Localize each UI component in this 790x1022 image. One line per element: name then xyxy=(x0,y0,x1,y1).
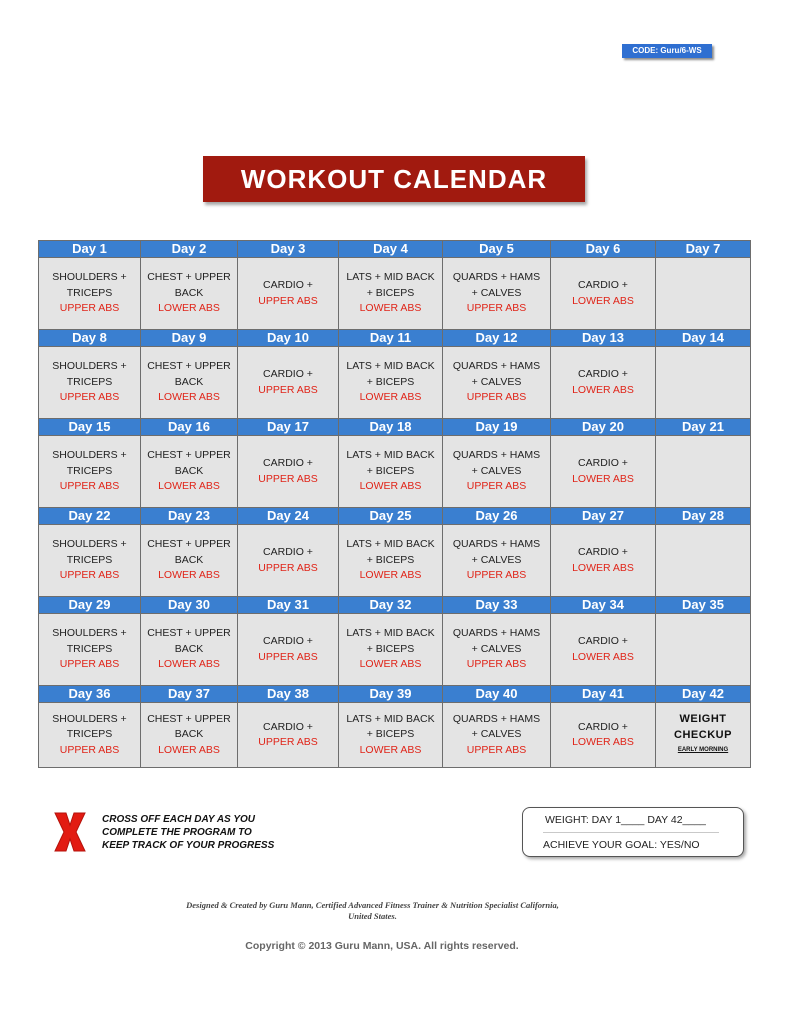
abs-workout: LOWER ABS xyxy=(572,383,634,396)
workout-cell[interactable] xyxy=(551,614,656,686)
weight-checkup-cell[interactable] xyxy=(656,703,751,768)
day-header: Day 7 xyxy=(656,241,751,258)
day-header: Day 33 xyxy=(443,597,551,614)
divider xyxy=(543,832,719,833)
workout-cell[interactable] xyxy=(141,614,238,686)
day-header: Day 30 xyxy=(141,597,238,614)
workout-line: BACK xyxy=(174,728,204,741)
day-header: Day 37 xyxy=(141,686,238,703)
workout-line: LATS + MID BACK xyxy=(346,271,435,284)
workout-line: CARDIO + xyxy=(263,635,313,647)
workout-cell[interactable] xyxy=(141,258,238,330)
workout-cell[interactable] xyxy=(141,436,238,508)
workout-calendar-table xyxy=(38,240,751,768)
workout-cell[interactable] xyxy=(238,703,339,768)
rest-day-cell[interactable] xyxy=(656,258,751,330)
workout-line: SHOULDERS + xyxy=(52,449,127,462)
workout-line: BACK xyxy=(174,464,204,477)
abs-workout: UPPER ABS xyxy=(258,472,318,485)
abs-workout: UPPER ABS xyxy=(59,569,120,582)
workout-cell[interactable] xyxy=(551,436,656,508)
day-header: Day 18 xyxy=(339,419,443,436)
workout-line: BACK xyxy=(174,642,204,655)
checkup-line: CHECKUP xyxy=(674,729,732,742)
workout-line: CARDIO + xyxy=(263,546,313,558)
day-header: Day 22 xyxy=(39,508,141,525)
page-title: WORKOUT CALENDAR xyxy=(203,156,585,202)
abs-workout: UPPER ABS xyxy=(466,658,527,671)
abs-workout: LOWER ABS xyxy=(359,480,422,493)
abs-workout: UPPER ABS xyxy=(59,391,120,404)
abs-workout: UPPER ABS xyxy=(258,383,318,396)
day-header: Day 8 xyxy=(39,330,141,347)
day-header: Day 29 xyxy=(39,597,141,614)
workout-line: CHEST + UPPER xyxy=(147,271,231,284)
workout-line: CARDIO + xyxy=(578,635,628,647)
workout-cell[interactable] xyxy=(551,347,656,419)
day-header: Day 20 xyxy=(551,419,656,436)
cross-off-line: COMPLETE THE PROGRAM TO xyxy=(102,827,252,838)
workout-line: + CALVES xyxy=(471,728,522,741)
workout-line: SHOULDERS + xyxy=(52,712,127,725)
day-header: Day 4 xyxy=(339,241,443,258)
workout-line: + CALVES xyxy=(471,642,522,655)
day-header: Day 25 xyxy=(339,508,443,525)
workout-cell[interactable] xyxy=(339,703,443,768)
day-header: Day 38 xyxy=(238,686,339,703)
abs-workout: LOWER ABS xyxy=(572,650,634,663)
workout-cell[interactable] xyxy=(39,436,141,508)
cross-off-x-icon xyxy=(52,810,88,854)
workout-line: + BICEPS xyxy=(366,642,415,655)
abs-workout: UPPER ABS xyxy=(59,480,120,493)
workout-line: + BICEPS xyxy=(366,286,415,299)
workout-line: TRICEPS xyxy=(66,286,113,299)
designer-credit xyxy=(140,900,605,922)
workout-cell[interactable] xyxy=(339,258,443,330)
workout-cell[interactable] xyxy=(141,525,238,597)
abs-workout: LOWER ABS xyxy=(572,736,634,748)
workout-line: + BICEPS xyxy=(366,464,415,477)
workout-cell[interactable] xyxy=(443,436,551,508)
abs-workout: UPPER ABS xyxy=(466,302,527,315)
abs-workout: LOWER ABS xyxy=(158,569,220,582)
day-header: Day 16 xyxy=(141,419,238,436)
rest-day-cell[interactable] xyxy=(656,436,751,508)
workout-cell[interactable] xyxy=(238,436,339,508)
workout-cell[interactable] xyxy=(339,436,443,508)
workout-line: CARDIO + xyxy=(263,279,313,291)
workout-cell[interactable] xyxy=(443,525,551,597)
day-header: Day 6 xyxy=(551,241,656,258)
workout-line: + CALVES xyxy=(471,464,522,477)
workout-line: LATS + MID BACK xyxy=(346,360,435,373)
workout-cell[interactable] xyxy=(443,347,551,419)
workout-line: LATS + MID BACK xyxy=(346,627,435,640)
workout-line: SHOULDERS + xyxy=(52,627,127,640)
day-header: Day 40 xyxy=(443,686,551,703)
workout-cell[interactable] xyxy=(39,258,141,330)
workout-cell[interactable] xyxy=(238,347,339,419)
day-header: Day 24 xyxy=(238,508,339,525)
day-header: Day 34 xyxy=(551,597,656,614)
workout-cell[interactable] xyxy=(443,258,551,330)
day-header: Day 41 xyxy=(551,686,656,703)
weight-tracker-box xyxy=(522,807,744,857)
abs-workout: LOWER ABS xyxy=(359,569,422,582)
day-header: Day 14 xyxy=(656,330,751,347)
workout-line: + CALVES xyxy=(471,375,522,388)
abs-workout: LOWER ABS xyxy=(572,294,634,307)
day-header: Day 17 xyxy=(238,419,339,436)
workout-line: LATS + MID BACK xyxy=(346,712,435,725)
rest-day-cell[interactable] xyxy=(656,525,751,597)
abs-workout: LOWER ABS xyxy=(158,391,220,404)
workout-line: CARDIO + xyxy=(578,720,628,733)
workout-cell[interactable] xyxy=(39,347,141,419)
workout-line: QUARDS + HAMS xyxy=(452,449,541,462)
cross-off-instructions xyxy=(102,813,302,852)
workout-line: SHOULDERS + xyxy=(52,360,127,373)
abs-workout: UPPER ABS xyxy=(258,736,318,748)
workout-line: CHEST + UPPER xyxy=(147,627,231,640)
workout-line: LATS + MID BACK xyxy=(346,449,435,462)
day-header: Day 15 xyxy=(39,419,141,436)
checkup-subtitle: EARLY MORNING xyxy=(677,747,729,754)
abs-workout: UPPER ABS xyxy=(59,658,120,671)
day-header: Day 2 xyxy=(141,241,238,258)
workout-line: CARDIO + xyxy=(263,457,313,469)
day-header: Day 32 xyxy=(339,597,443,614)
workout-line: CARDIO + xyxy=(578,368,628,380)
workout-cell[interactable] xyxy=(443,703,551,768)
cross-off-line: CROSS OFF EACH DAY AS YOU xyxy=(102,814,255,825)
workout-cell[interactable] xyxy=(551,703,656,768)
day-header: Day 27 xyxy=(551,508,656,525)
day-header: Day 19 xyxy=(443,419,551,436)
workout-line: BACK xyxy=(174,375,204,388)
workout-line: QUARDS + HAMS xyxy=(452,627,541,640)
workout-line: LATS + MID BACK xyxy=(346,538,435,551)
abs-workout: UPPER ABS xyxy=(258,650,318,663)
workout-line: CARDIO + xyxy=(578,546,628,558)
abs-workout: LOWER ABS xyxy=(359,743,422,756)
workout-cell[interactable] xyxy=(551,525,656,597)
abs-workout: LOWER ABS xyxy=(359,391,422,404)
workout-cell[interactable] xyxy=(39,703,141,768)
code-badge: CODE: Guru/6-WS xyxy=(622,44,712,58)
rest-day-cell[interactable] xyxy=(656,614,751,686)
abs-workout: LOWER ABS xyxy=(359,658,422,671)
workout-line: + CALVES xyxy=(471,286,522,299)
abs-workout: UPPER ABS xyxy=(258,294,318,307)
day-header: Day 39 xyxy=(339,686,443,703)
cross-off-line: KEEP TRACK OF YOUR PROGRESS xyxy=(102,840,275,851)
workout-line: CARDIO + xyxy=(578,279,628,291)
workout-line: SHOULDERS + xyxy=(52,538,127,551)
abs-workout: UPPER ABS xyxy=(258,561,318,574)
workout-line: TRICEPS xyxy=(66,464,113,477)
workout-cell[interactable] xyxy=(238,614,339,686)
day-header: Day 10 xyxy=(238,330,339,347)
day-header: Day 28 xyxy=(656,508,751,525)
credit-line: Designed & Created by Guru Mann, Certified Advanced Fitness Trainer & Nutrition Specialist California, xyxy=(186,900,559,910)
workout-line: + CALVES xyxy=(471,553,522,566)
workout-line: CHEST + UPPER xyxy=(147,712,231,725)
workout-line: CHEST + UPPER xyxy=(147,538,231,551)
abs-workout: UPPER ABS xyxy=(466,480,527,493)
day-header: Day 9 xyxy=(141,330,238,347)
workout-cell[interactable] xyxy=(339,614,443,686)
workout-line: QUARDS + HAMS xyxy=(452,538,541,551)
abs-workout: UPPER ABS xyxy=(59,302,120,315)
workout-cell[interactable] xyxy=(339,347,443,419)
rest-day-cell[interactable] xyxy=(656,347,751,419)
workout-line: CHEST + UPPER xyxy=(147,449,231,462)
weight-day-fields[interactable]: WEIGHT: DAY 1____ DAY 42____ xyxy=(545,814,706,826)
day-header: Day 21 xyxy=(656,419,751,436)
day-header: Day 42 xyxy=(656,686,751,703)
workout-cell[interactable] xyxy=(339,525,443,597)
workout-line: BACK xyxy=(174,286,204,299)
day-header: Day 12 xyxy=(443,330,551,347)
workout-line: CARDIO + xyxy=(578,457,628,469)
workout-cell[interactable] xyxy=(238,258,339,330)
workout-cell[interactable] xyxy=(39,614,141,686)
workout-line: CARDIO + xyxy=(263,720,313,733)
day-header: Day 3 xyxy=(238,241,339,258)
workout-line: + BICEPS xyxy=(366,375,415,388)
copyright: Copyright © 2013 Guru Mann, USA. All rights reserved. xyxy=(245,940,519,952)
day-header: Day 26 xyxy=(443,508,551,525)
workout-cell[interactable] xyxy=(39,525,141,597)
workout-line: CHEST + UPPER xyxy=(147,360,231,373)
day-header: Day 11 xyxy=(339,330,443,347)
checkup-line: WEIGHT xyxy=(679,713,727,726)
workout-line: TRICEPS xyxy=(66,728,113,741)
abs-workout: UPPER ABS xyxy=(59,743,120,756)
workout-line: TRICEPS xyxy=(66,642,113,655)
abs-workout: UPPER ABS xyxy=(466,743,527,756)
day-header: Day 36 xyxy=(39,686,141,703)
workout-cell[interactable] xyxy=(443,614,551,686)
abs-workout: LOWER ABS xyxy=(158,658,220,671)
workout-line: + BICEPS xyxy=(366,728,415,741)
workout-line: BACK xyxy=(174,553,204,566)
abs-workout: UPPER ABS xyxy=(466,569,527,582)
achieve-goal-field[interactable]: ACHIEVE YOUR GOAL: YES/NO xyxy=(543,839,700,851)
day-header: Day 31 xyxy=(238,597,339,614)
workout-line: QUARDS + HAMS xyxy=(452,360,541,373)
workout-line: SHOULDERS + xyxy=(52,271,127,284)
workout-cell[interactable] xyxy=(238,525,339,597)
abs-workout: LOWER ABS xyxy=(359,302,422,315)
workout-cell[interactable] xyxy=(551,258,656,330)
workout-line: QUARDS + HAMS xyxy=(452,271,541,284)
abs-workout: LOWER ABS xyxy=(158,302,220,315)
day-header: Day 1 xyxy=(39,241,141,258)
abs-workout: LOWER ABS xyxy=(572,561,634,574)
workout-cell[interactable] xyxy=(141,703,238,768)
workout-line: CARDIO + xyxy=(263,368,313,380)
workout-line: QUARDS + HAMS xyxy=(452,712,541,725)
day-header: Day 23 xyxy=(141,508,238,525)
day-header: Day 5 xyxy=(443,241,551,258)
abs-workout: LOWER ABS xyxy=(572,472,634,485)
credit-line: United States. xyxy=(348,911,397,921)
abs-workout: LOWER ABS xyxy=(158,480,220,493)
day-header: Day 35 xyxy=(656,597,751,614)
abs-workout: UPPER ABS xyxy=(466,391,527,404)
workout-cell[interactable] xyxy=(141,347,238,419)
workout-line: TRICEPS xyxy=(66,375,113,388)
workout-line: + BICEPS xyxy=(366,553,415,566)
workout-line: TRICEPS xyxy=(66,553,113,566)
abs-workout: LOWER ABS xyxy=(158,743,220,756)
day-header: Day 13 xyxy=(551,330,656,347)
